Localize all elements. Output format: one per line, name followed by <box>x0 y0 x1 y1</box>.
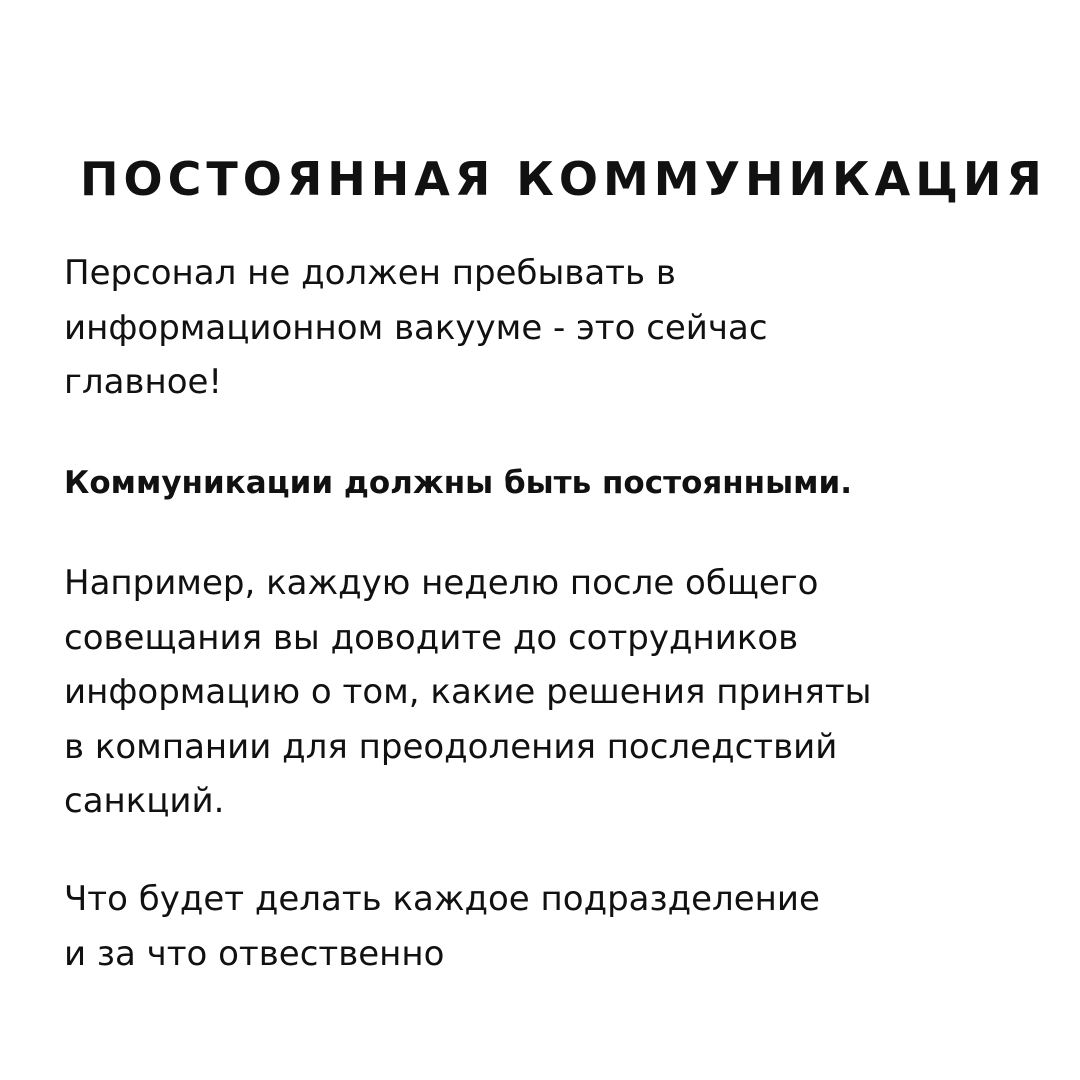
intro-line: Персонал не должен пребывать в <box>64 253 676 293</box>
closing-line: и за что отвественно <box>64 933 445 974</box>
intro-paragraph <box>64 246 1024 410</box>
closing-line: Что будет делать каждое подразделение <box>64 879 820 919</box>
emphasis-paragraph <box>64 456 1024 511</box>
example-line: в компании для преодоления последствий <box>64 726 838 767</box>
example-line: информацию о том, какие решения приняты <box>64 672 872 712</box>
emphasis-line: Коммуникации должны быть постоянными. <box>64 465 852 501</box>
example-paragraph <box>64 556 1024 829</box>
example-line: Например, каждую неделю после общего <box>64 563 819 603</box>
closing-paragraph <box>64 872 1024 981</box>
intro-line: главное! <box>64 362 223 402</box>
example-line: совещания вы доводите до сотрудников <box>64 617 799 658</box>
slide-title: ПОСТОЯННАЯ КОММУНИКАЦИЯ <box>80 152 1047 206</box>
intro-line: информационном вакууме - это сейчас <box>64 307 768 348</box>
example-line: санкций. <box>64 781 225 821</box>
